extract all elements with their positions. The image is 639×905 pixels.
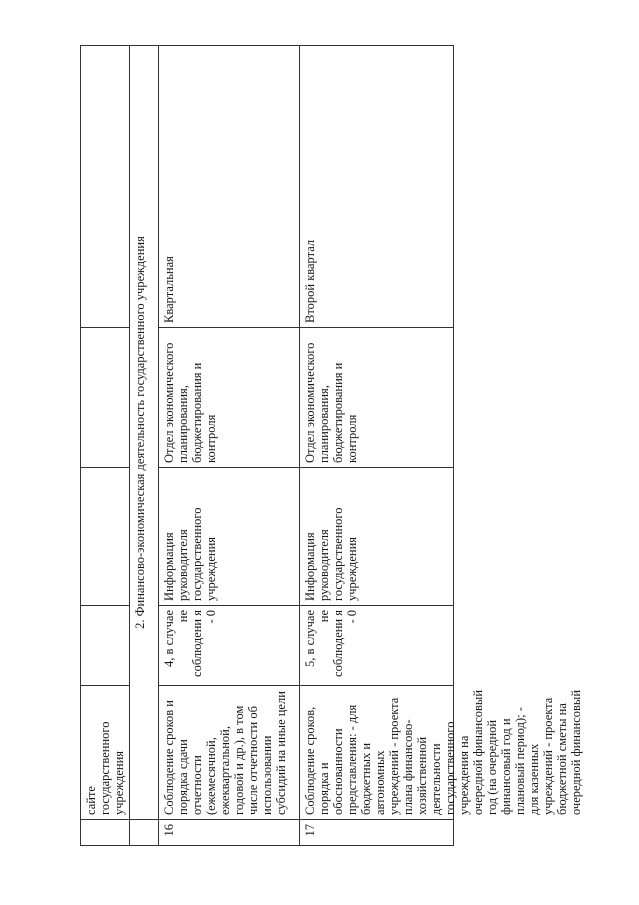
carry-empty-cell <box>81 606 130 686</box>
row-period: Второй квартал <box>300 46 454 328</box>
table-row-section <box>130 46 159 846</box>
row-score: 5, в случае не соблюдени я - 0 <box>300 606 454 686</box>
row-source: Информация руководителя государственного учреждения <box>159 468 300 606</box>
carry-empty-cell <box>81 468 130 606</box>
row-period: Квартальная <box>159 46 300 328</box>
row-source: Информация руководителя государственного учреждения <box>300 468 454 606</box>
row-description: Соблюдение сроков и порядка сдачи отчетности (ежемесячной, ежеквартальной, годовой и др.), в том числе отчетности об использовании субсидий на иные цели <box>159 686 300 820</box>
row-score: 4, в случае не соблюдени я - 0 <box>159 606 300 686</box>
row-description-cell <box>300 686 583 820</box>
carry-empty-cell <box>81 46 130 328</box>
carry-num-cell <box>81 820 130 846</box>
section-num-cell <box>130 820 159 846</box>
table-row-carryover <box>81 46 130 846</box>
table-row <box>300 46 454 846</box>
section-title: 2. Финансово-экономическая деятельность государственного учреждения <box>130 46 159 820</box>
carry-empty-cell <box>81 328 130 468</box>
row-description: Соблюдение сроков, порядка и обоснованности представления: - для бюджетных и автономных учреждений - проекта плана финансово-хозяйственной деятельности государственного учреждения на очередной финансовый год (на очередной финансовый год и плановый период); - для казенных учреждений - проекта бюджетной сметы на очередной финансовый <box>303 689 583 815</box>
row-number: 16 <box>159 820 300 846</box>
row-responsible: Отдел экономического планирования, бюджетирования и контроля <box>159 328 300 468</box>
row-responsible: Отдел экономического планирования, бюджетирования и контроля <box>300 328 454 468</box>
carry-text-cell: сайте государственного учреждения <box>81 686 130 820</box>
table-row <box>159 46 300 846</box>
criteria-table <box>80 45 583 846</box>
row-number: 17 <box>300 820 454 846</box>
